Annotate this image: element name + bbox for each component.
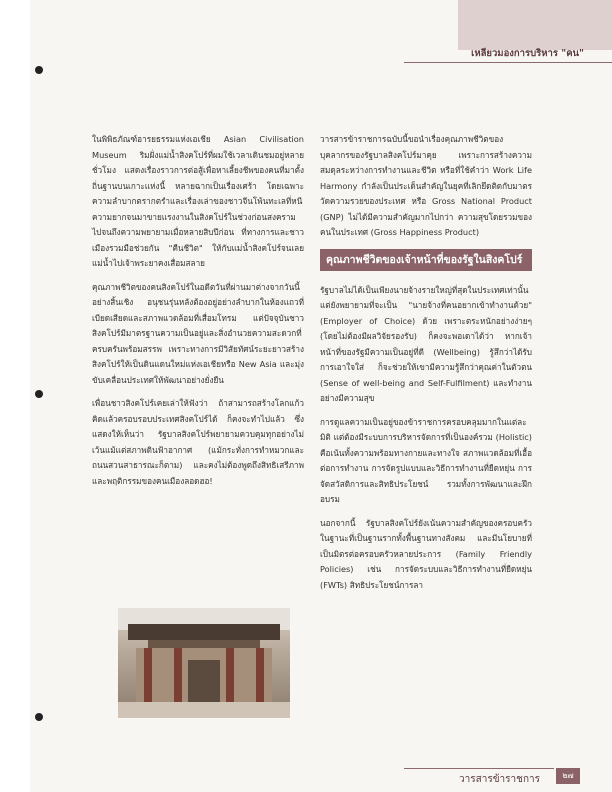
subheading: คุณภาพชีวิตของเจ้าหน้าที่ของรัฐในสิงคโปร์ [320,249,532,271]
left-paragraph-2: คุณภาพชีวิตของคนสิงคโปร์ในอดีตวันที่ผ่านมาต่างจากวันนี้อย่างสิ้นเชิง อนุชนรุ่นหลังต้องอยู่อย่างลำบากในห้องแถวที่เบียดเสียดและสภาพแวดล้อมที่เสื่อมโทรม แต่ปัจจุบันชาวสิงคโปร์มีมาตรฐานความเป็นอยู่และสิ่งอำนวยความสะดวกที่ครบครันพร้อมสรรพ เพราะทางการมีวิสัยทัศน์ระยะยาวสร้างสิงคโปร์ให้เป็นดินแดนใหม่แห่งเอเชียหรือ New Asia และมุ่งขับเคลื่อนประเทศให้พัฒนาอย่างยั่งยืน [92,281,304,385]
right-paragraph-1: วารสารข้าราชการฉบับนี้ขอนำเรื่องคุณภาพชีวิตของบุคลากรของรัฐบาลสิงคโปร์มาคุย เพราะการสร้างความสมดุลระหว่างการทำงานและชีวิต หรือที่ใช้คำว่า Work Life Harmony กำลังเป็นประเด็นสำคัญในยุคที่เลิกยึดติดกับมาตรวัดความรวยของประเทศ หรือ Gross National Product (GNP) ไม่ได้มีความสำคัญมากไปกว่า ความสุขโดยรวมของคนในประเทศ (Gross Happiness Product) [320,134,532,237]
left-paragraph-1: ในพิพิธภัณฑ์อารยธรรมแห่งเอเชีย Asian Civilisation Museum ริมฝั่งแม่น้ำสิงคโปร์ที่ผมใช้เวลาเดินชมอยู่หลายชั่วโมง แสดงเรื่องราวการต่อสู้เพื่อหาเลี้ยงชีพของคนที่มาตั้งถิ่นฐานบนเกาะแห่งนี้ หลายฉากเป็นเรื่องเศร้า โดยเฉพาะความลำบากตรากตรำและเรื่องเล่าของชาวจีนโพ้นทะเลที่หนีความยากจนมาขายแรงงานในสิงคโปร์ในช่วงก่อนสงคราม ไปจนถึงความพยายามเมื่อหลายสิบปีก่อน ที่ทางการและชาวเมืองรวมมือช่วยกัน "คืนชีวิต" ให้กับแม่น้ำสิงคโปร์จนเลยแม่น้ำไปเจ้าพระยาคงเสื่อมสลาย [92,134,304,268]
right-paragraph-2: รัฐบาลไม่ได้เป็นเพียงนายจ้างรายใหญ่ที่สุดในประเทศเท่านั้น แต่ยังพยายามที่จะเป็น "นายจ้างที่คนอยากเข้าทำงานด้วย" (Employer of Choice) ด้วย เพราะตระหนักอย่างง่ายๆ (โดยไม่ต้องมีผลวิจัยรองรับ) ก็คงจะพอเดาได้ว่า หากเจ้าหน้าที่ของรัฐมีความเป็นอยู่ที่ดี (Wellbeing) รู้สึกว่าได้รับการเอาใจใส่ ก็จะช่วยให้เขามีความรู้สึกว่าคุณค่าในตัวตน (Sense of well-being and Self-Fulfilment) และทำงานอย่างมีความสุข [320,284,532,403]
footer-divider [404,768,554,769]
section-title: เหลียวมองการบริหาร "คน" [471,48,584,59]
header-divider [404,62,612,63]
right-paragraph-4: นอกจากนี้ รัฐบาลสิงคโปร์ยังเน้นความสำคัญของครอบครัวในฐานะที่เป็นฐานรากทั้งพื้นฐานทางสังคม และมีนโยบายที่เป็นมิตรต่อครอบครัวหลายประการ (Family Friendly Policies) เช่น การจัดระบบและวิธีการทำงานที่ยืดหยุ่น (FWTs) สิทธิประโยชน์การลา [320,517,532,590]
page-number: ๒๗ [556,768,580,784]
punch-hole-top [35,66,43,74]
right-column [320,132,532,601]
punch-hole-middle [35,390,43,398]
journal-title: วารสารข้าราชการ [459,774,540,785]
right-paragraph-3: การดูแลความเป็นอยู่ของข้าราชการครอบคลุมมากในแต่ละมิติ แต่ต้องมีระบบการบริหารจัดการที่เป็นองค์รวม (Holistic) คือเน้นทั้งความพร้อมทางกายและทางใจ สภาพแวดล้อมที่เอื้อต่อการทำงาน การจัดรูปแบบและวิธีการทำงานที่ยืดหยุ่น การจัดสวัสดิการและสิทธิประโยชน์ รวมทั้งการพัฒนาและฝึกอบรม [320,416,532,504]
header-color-tab [458,0,612,50]
left-column [92,132,304,497]
punch-hole-bottom [35,713,43,721]
temple-photo [118,608,290,718]
left-paragraph-3: เพื่อนชาวสิงคโปร์เคยเล่าให้ฟังว่า ถ้าสามารถสร้างโลกแก้วคิดแล้วครอบรอบประเทศสิงคโปร์ได้ ก็คงจะทำไปแล้ว ซึ่งแสดงให้เห็นว่า รัฐบาลสิงคโปร์พยายามควบคุมทุกอย่างไม่เว้นแม้แต่สภาพดินฟ้าอากาศ (แม้กระทั่งการทำหมวกและถนนสวนสาธารณะก็ตาม) และคงไม่ต้องพูดถึงสิทธิเสรีภาพและพฤติกรรมของคนเมืองลอดฮอ! [92,398,304,486]
